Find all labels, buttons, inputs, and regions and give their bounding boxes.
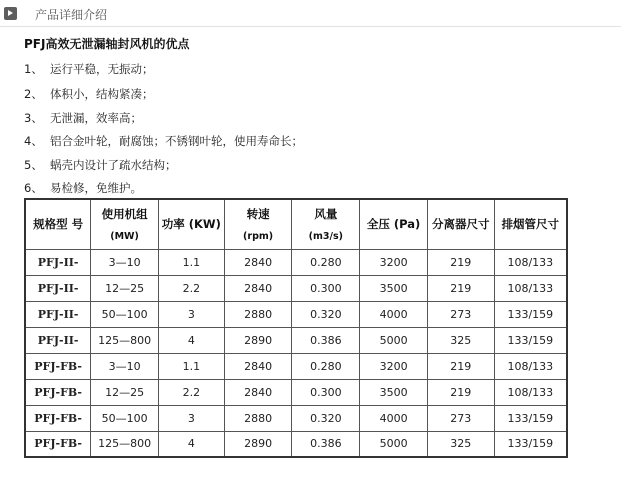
- cell-pressure: 3500: [360, 379, 428, 405]
- cell-separator-size: 273: [427, 301, 494, 327]
- header-exhaust-size: 排烟管尺寸: [494, 199, 567, 249]
- cell-power: 1.1: [158, 353, 224, 379]
- advantage-item: [24, 157, 177, 173]
- header-unit: 使用机组 (MW): [91, 199, 159, 249]
- section-header: [0, 0, 621, 27]
- table-row: [25, 405, 567, 431]
- cell-power: 1.1: [158, 249, 224, 275]
- cell-pressure: 3200: [360, 353, 428, 379]
- cell-unit: 125—800: [91, 431, 159, 457]
- cell-power: 2.2: [158, 275, 224, 301]
- table-row: [25, 353, 567, 379]
- cell-airflow: 0.300: [292, 275, 360, 301]
- cell-model: PFJ-II-: [25, 327, 91, 353]
- advantage-text: 铝合金叶轮，耐腐蚀；不锈钢叶轮，使用寿命长；: [50, 134, 303, 148]
- table-row: [25, 275, 567, 301]
- advantage-text: 无泄漏，效率高；: [50, 111, 142, 125]
- cell-model: PFJ-II-: [25, 275, 91, 301]
- cell-exhaust-size: 133/159: [494, 301, 567, 327]
- cell-unit: 50—100: [91, 301, 159, 327]
- cell-unit: 3—10: [91, 353, 159, 379]
- cell-power: 4: [158, 431, 224, 457]
- header-pressure: 全压 (Pa): [360, 199, 428, 249]
- cell-speed: 2840: [224, 379, 292, 405]
- cell-power: 3: [158, 405, 224, 431]
- cell-model: PFJ-FB-: [25, 379, 91, 405]
- header-airflow: 风量 (m3/s): [292, 199, 360, 249]
- spec-table: [24, 198, 568, 458]
- cell-airflow: 0.300: [292, 379, 360, 405]
- cell-model: PFJ-FB-: [25, 431, 91, 457]
- advantage-item: [24, 133, 303, 149]
- table-row: [25, 301, 567, 327]
- cell-separator-size: 325: [427, 327, 494, 353]
- advantage-item: [24, 110, 142, 126]
- cell-pressure: 3500: [360, 275, 428, 301]
- advantage-item: [24, 86, 154, 102]
- cell-unit: 50—100: [91, 405, 159, 431]
- cell-separator-size: 219: [427, 249, 494, 275]
- cell-exhaust-size: 133/159: [494, 405, 567, 431]
- header-power: 功率 (KW): [158, 199, 224, 249]
- cell-power: 2.2: [158, 379, 224, 405]
- header-model: 规格型 号: [25, 199, 91, 249]
- table-row: [25, 327, 567, 353]
- chevron-right-icon: [4, 7, 17, 20]
- advantage-text: 蜗壳内设计了疏水结构；: [50, 158, 177, 172]
- cell-speed: 2890: [224, 431, 292, 457]
- cell-unit: 12—25: [91, 379, 159, 405]
- cell-separator-size: 273: [427, 405, 494, 431]
- advantage-item: [24, 180, 142, 196]
- intro-title: PFJ高效无泄漏轴封风机的优点: [24, 37, 190, 51]
- cell-speed: 2840: [224, 353, 292, 379]
- cell-pressure: 3200: [360, 249, 428, 275]
- cell-power: 4: [158, 327, 224, 353]
- advantage-number: 4、: [24, 134, 43, 148]
- cell-pressure: 5000: [360, 327, 428, 353]
- cell-exhaust-size: 108/133: [494, 353, 567, 379]
- cell-model: PFJ-FB-: [25, 353, 91, 379]
- advantage-text: 易检修，免维护。: [50, 181, 142, 195]
- advantage-text: 体积小，结构紧凑；: [50, 87, 154, 101]
- cell-model: PFJ-II-: [25, 249, 91, 275]
- advantage-number: 3、: [24, 111, 43, 125]
- advantage-number: 6、: [24, 181, 43, 195]
- cell-pressure: 5000: [360, 431, 428, 457]
- cell-airflow: 0.386: [292, 327, 360, 353]
- cell-airflow: 0.280: [292, 249, 360, 275]
- cell-airflow: 0.320: [292, 405, 360, 431]
- cell-separator-size: 219: [427, 379, 494, 405]
- section-title: 产品详细介绍: [35, 8, 108, 22]
- advantage-number: 2、: [24, 87, 43, 101]
- cell-speed: 2840: [224, 249, 292, 275]
- cell-separator-size: 325: [427, 431, 494, 457]
- cell-speed: 2840: [224, 275, 292, 301]
- cell-airflow: 0.386: [292, 431, 360, 457]
- cell-model: PFJ-II-: [25, 301, 91, 327]
- table-row: [25, 431, 567, 457]
- cell-separator-size: 219: [427, 353, 494, 379]
- cell-airflow: 0.280: [292, 353, 360, 379]
- cell-pressure: 4000: [360, 301, 428, 327]
- cell-unit: 12—25: [91, 275, 159, 301]
- table-row: [25, 249, 567, 275]
- cell-exhaust-size: 108/133: [494, 275, 567, 301]
- cell-exhaust-size: 108/133: [494, 249, 567, 275]
- cell-power: 3: [158, 301, 224, 327]
- cell-unit: 125—800: [91, 327, 159, 353]
- advantage-item: [24, 61, 154, 77]
- advantage-number: 1、: [24, 62, 43, 76]
- cell-exhaust-size: 108/133: [494, 379, 567, 405]
- cell-speed: 2880: [224, 301, 292, 327]
- cell-airflow: 0.320: [292, 301, 360, 327]
- table-row: [25, 379, 567, 405]
- cell-unit: 3—10: [91, 249, 159, 275]
- table-header-row: [25, 199, 567, 249]
- cell-model: PFJ-FB-: [25, 405, 91, 431]
- cell-exhaust-size: 133/159: [494, 431, 567, 457]
- header-speed: 转速 (rpm): [224, 199, 292, 249]
- advantage-text: 运行平稳，无振动；: [50, 62, 154, 76]
- advantage-number: 5、: [24, 158, 43, 172]
- cell-speed: 2890: [224, 327, 292, 353]
- cell-pressure: 4000: [360, 405, 428, 431]
- cell-separator-size: 219: [427, 275, 494, 301]
- cell-speed: 2880: [224, 405, 292, 431]
- cell-exhaust-size: 133/159: [494, 327, 567, 353]
- header-separator-size: 分离器尺寸: [427, 199, 494, 249]
